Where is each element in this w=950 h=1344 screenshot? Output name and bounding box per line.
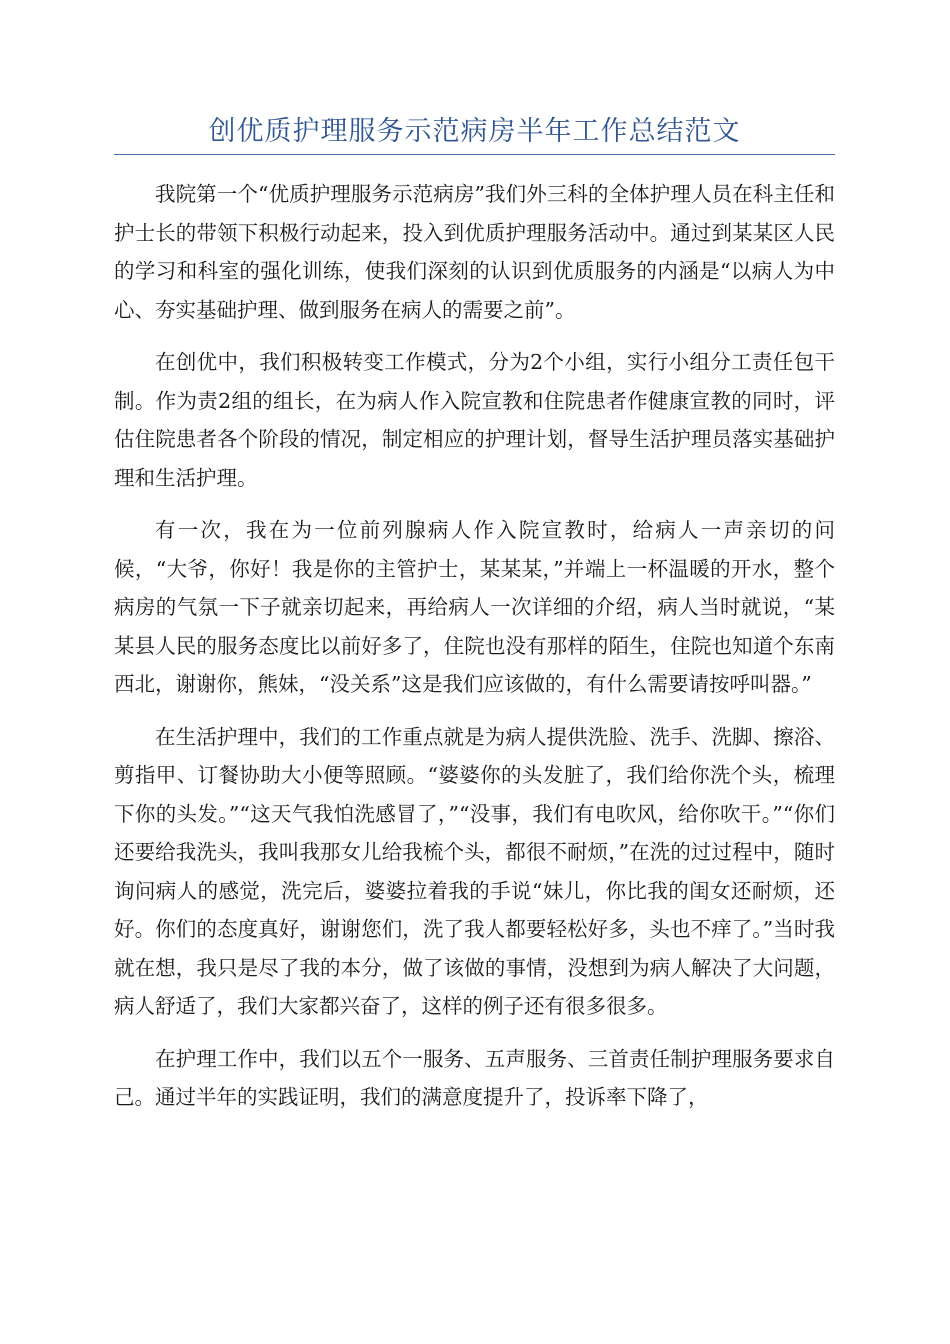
paragraph-5: 在护理工作中，我们以五个一服务、五声服务、三首责任制护理服务要求自己。通过半年的实践证明，我们的满意度提升了，投诉率下降了，	[114, 1046, 835, 1109]
paragraph-2: 在创优中，我们积极转变工作模式，分为2个小组，实行小组分工责任包干制。作为责2组的组长，在为病人作入院宣教和住院患者作健康宣教的同时，评估住院患者各个阶段的情况，制定相应的护理计划，督导生活护理员落实基础护理和生活护理。	[114, 350, 835, 490]
paragraph-4: 在生活护理中，我们的工作重点就是为病人提供洗脸、洗手、洗脚、擦浴、剪指甲、订餐协助大小便等照顾。“婆婆你的头发脏了，我们给你洗个头，梳理下你的头发。”“这天气我怕洗感冒了，”“没事，我们有电吹风，给你吹干。”“你们还要给我洗头，我叫我那女儿给我梳个头，都很不耐烦，”在洗的过过程中，随时询问病人的感觉，洗完后，婆婆拉着我的手说“妹儿，你比我的闺女还耐烦，还好。你们的态度真好，谢谢您们，洗了我人都要轻松好多，头也不痒了。”当时我就在想，我只是尽了我的本分，做了该做的事情，没想到为病人解决了大问题，病人舒适了，我们大家都兴奋了，这样的例子还有很多很多。	[114, 724, 835, 1018]
document-body	[114, 175, 835, 1131]
paragraph-3: 有一次，我在为一位前列腺病人作入院宣教时，给病人一声亲切的问候，“大爷，你好！我是你的主管护士，某某某，”并端上一杯温暖的开水，整个病房的气氛一下子就亲切起来，再给病人一次详细的介绍，病人当时就说，“某某县人民的服务态度比以前好多了，住院也没有那样的陌生，住院也知道个东南西北，谢谢你，熊妹，“没关系”这是我们应该做的，有什么需要请按呼叫器。”	[114, 518, 835, 696]
title-underline	[114, 154, 835, 155]
document-title: 创优质护理服务示范病房半年工作总结范文	[208, 116, 741, 147]
paragraph-1: 我院第一个“优质护理服务示范病房”我们外三科的全体护理人员在科主任和护士长的带领下积极行动起来，投入到优质护理服务活动中。通过到某某区人民的学习和科室的强化训练，使我们深刻的认识到优质服务的内涵是“以病人为中心、夯实基础护理、做到服务在病人的需要之前”。	[114, 182, 835, 322]
